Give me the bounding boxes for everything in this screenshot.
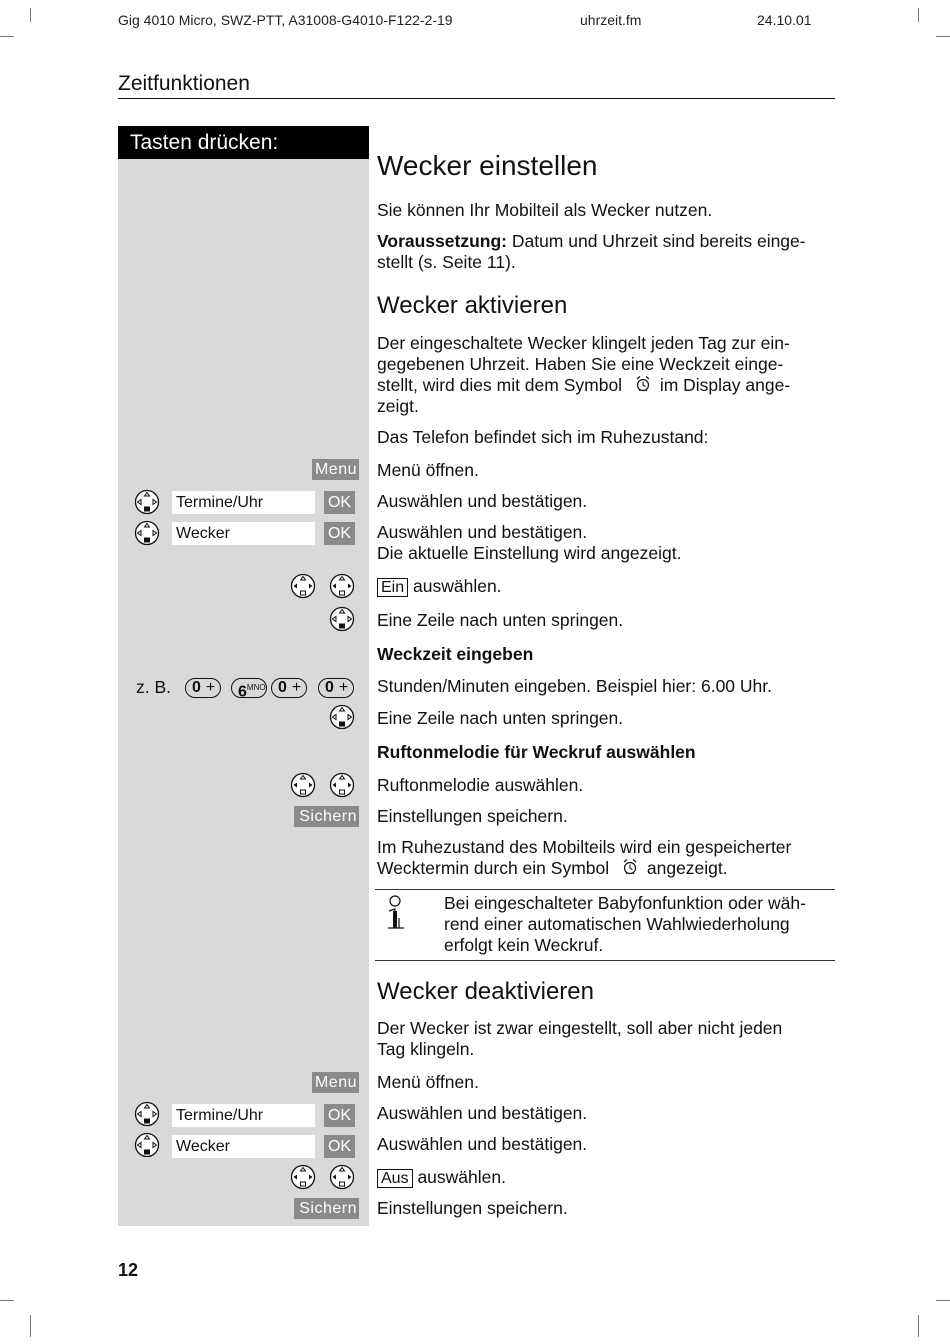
- activate-p1: Der eingeschaltete Wecker klingelt jeden Tag zur ein-: [377, 333, 790, 353]
- nav-key-down-icon[interactable]: [329, 704, 355, 730]
- menu-softkey[interactable]: Menu: [312, 1072, 359, 1093]
- subheading-melody: Ruftonmelodie für Weckruf auswählen: [377, 742, 696, 762]
- crop-mark: [30, 8, 31, 22]
- prereq-line2: stellt (s. Seite 11).: [377, 252, 516, 272]
- step-down2-text: Eine Zeile nach unten springen.: [377, 708, 624, 728]
- step-ein-text: auswählen.: [413, 576, 502, 596]
- nav-key-right-icon[interactable]: [329, 1164, 355, 1190]
- prereq-label: Voraussetzung:: [377, 231, 507, 251]
- digit-key[interactable]: 0 +: [271, 678, 307, 698]
- note-line1: Bei eingeschalteter Babyfonfunktion oder wäh-: [444, 893, 806, 913]
- ok-softkey[interactable]: OK: [324, 1104, 355, 1127]
- step-select1-text: Auswählen und bestätigen.: [377, 491, 588, 511]
- crop-mark: [918, 8, 919, 22]
- example-label: z. B.: [136, 677, 172, 697]
- subheading-time: Weckzeit eingeben: [377, 644, 534, 664]
- ok-softkey[interactable]: OK: [324, 1135, 355, 1158]
- option-aus: Aus: [377, 1169, 413, 1188]
- result-line2: [377, 858, 837, 879]
- prereq-line1: [377, 231, 837, 252]
- keys-column: [118, 126, 369, 1226]
- nav-key-down-icon[interactable]: [329, 606, 355, 632]
- nav-key-down-icon[interactable]: [134, 520, 160, 546]
- step-time-text: Stunden/Minuten eingeben. Beispiel hier: 6.00 Uhr.: [377, 676, 772, 696]
- alarm-clock-icon: [622, 858, 638, 876]
- step-save-text: Einstellungen speichern.: [377, 806, 568, 826]
- nav-key-left-icon[interactable]: [290, 1164, 316, 1190]
- step-melody-text: Ruftonmelodie auswählen.: [377, 775, 584, 795]
- page-number: 12: [118, 1260, 139, 1280]
- step-aus: [377, 1167, 837, 1188]
- deactivate-heading: Wecker deaktivieren: [377, 978, 594, 1005]
- activate-p3b: im Display ange-: [659, 375, 791, 395]
- ok-softkey[interactable]: OK: [324, 522, 355, 545]
- step-menu-text: Menü öffnen.: [377, 460, 479, 480]
- keys-header: Tasten drücken:: [118, 126, 369, 159]
- menu-softkey[interactable]: Menu: [312, 459, 359, 480]
- prereq-text: Datum und Uhrzeit sind bereits einge-: [511, 231, 806, 251]
- result-line2b: angezeigt.: [646, 858, 728, 878]
- note-rule-top: [375, 889, 835, 890]
- activate-p4: zeigt.: [377, 396, 419, 416]
- nav-key-down-icon[interactable]: [134, 1132, 160, 1158]
- nav-key-right-icon[interactable]: [329, 573, 355, 599]
- save-softkey[interactable]: Sichern: [294, 806, 359, 827]
- digit-key-label: 6: [238, 683, 247, 701]
- nav-key-down-icon[interactable]: [134, 489, 160, 515]
- digit-key[interactable]: 0 +: [185, 678, 221, 698]
- d-step-menu-text: Menü öffnen.: [377, 1072, 479, 1092]
- activate-p3: [377, 375, 837, 396]
- note-rule-bottom: [375, 960, 835, 961]
- menu-item-termine[interactable]: Termine/Uhr: [172, 1104, 315, 1127]
- d-step-select1-text: Auswählen und bestätigen.: [377, 1103, 588, 1123]
- step-current-text: Die aktuelle Einstellung wird angezeigt.: [377, 543, 682, 563]
- activate-p2: gegebenen Uhrzeit. Haben Sie eine Weckzeit einge-: [377, 354, 784, 374]
- digit-key[interactable]: [231, 678, 267, 701]
- activate-heading: Wecker aktivieren: [377, 292, 568, 319]
- section-rule: [118, 98, 835, 99]
- crop-mark: [936, 36, 950, 37]
- step-select2-text: Auswählen und bestätigen.: [377, 522, 588, 542]
- step-ein: [377, 576, 837, 597]
- crop-mark: [0, 1300, 14, 1301]
- crop-mark: [918, 1315, 919, 1337]
- step-down1-text: Eine Zeile nach unten springen.: [377, 610, 624, 630]
- note-line2: rend einer automatischen Wahlwiederholung: [444, 914, 790, 934]
- info-icon: [382, 894, 408, 934]
- menu-item-wecker[interactable]: Wecker: [172, 1135, 315, 1158]
- crop-mark: [936, 1300, 950, 1301]
- crop-mark: [0, 36, 14, 37]
- nav-key-down-icon[interactable]: [134, 1101, 160, 1127]
- step-aus-text: auswählen.: [417, 1167, 506, 1187]
- idle-text: Das Telefon befindet sich im Ruhezustand:: [377, 427, 709, 447]
- header-file: uhrzeit.fm: [580, 12, 642, 28]
- ok-softkey[interactable]: OK: [324, 491, 355, 514]
- nav-key-right-icon[interactable]: [329, 772, 355, 798]
- section-title: Zeitfunktionen: [118, 72, 250, 95]
- digit-key-label: 0: [192, 679, 201, 696]
- d-step-select2-text: Auswählen und bestätigen.: [377, 1134, 588, 1154]
- deactivate-p1: Der Wecker ist zwar eingestellt, soll aber nicht jeden: [377, 1018, 783, 1038]
- deactivate-p2: Tag klingeln.: [377, 1039, 475, 1059]
- d-step-save-text: Einstellungen speichern.: [377, 1198, 568, 1218]
- option-ein: Ein: [377, 578, 408, 597]
- nav-key-left-icon[interactable]: [290, 772, 316, 798]
- save-softkey[interactable]: Sichern: [294, 1198, 359, 1219]
- digit-key-label: 0: [278, 679, 287, 696]
- digit-key-label: 0: [325, 679, 334, 696]
- alarm-clock-icon: [635, 375, 651, 393]
- note-line3: erfolgt kein Weckruf.: [444, 935, 604, 955]
- menu-item-termine[interactable]: Termine/Uhr: [172, 491, 315, 514]
- page-title: Wecker einstellen: [377, 150, 598, 181]
- digit-key-letters: MNO: [246, 683, 266, 692]
- intro-text: Sie können Ihr Mobilteil als Wecker nutzen.: [377, 200, 713, 220]
- result-line2a: Wecktermin durch ein Symbol: [377, 858, 610, 878]
- result-line1: Im Ruhezustand des Mobilteils wird ein gespeicherter: [377, 837, 792, 857]
- activate-p3a: stellt, wird dies mit dem Symbol: [377, 375, 623, 395]
- header-doc-id: Gig 4010 Micro, SWZ-PTT, A31008-G4010-F122-2-19: [118, 12, 453, 28]
- header-date: 24.10.01: [757, 12, 812, 28]
- menu-item-wecker[interactable]: Wecker: [172, 522, 315, 545]
- crop-mark: [30, 1315, 31, 1337]
- digit-key[interactable]: 0 +: [318, 678, 354, 698]
- nav-key-left-icon[interactable]: [290, 573, 316, 599]
